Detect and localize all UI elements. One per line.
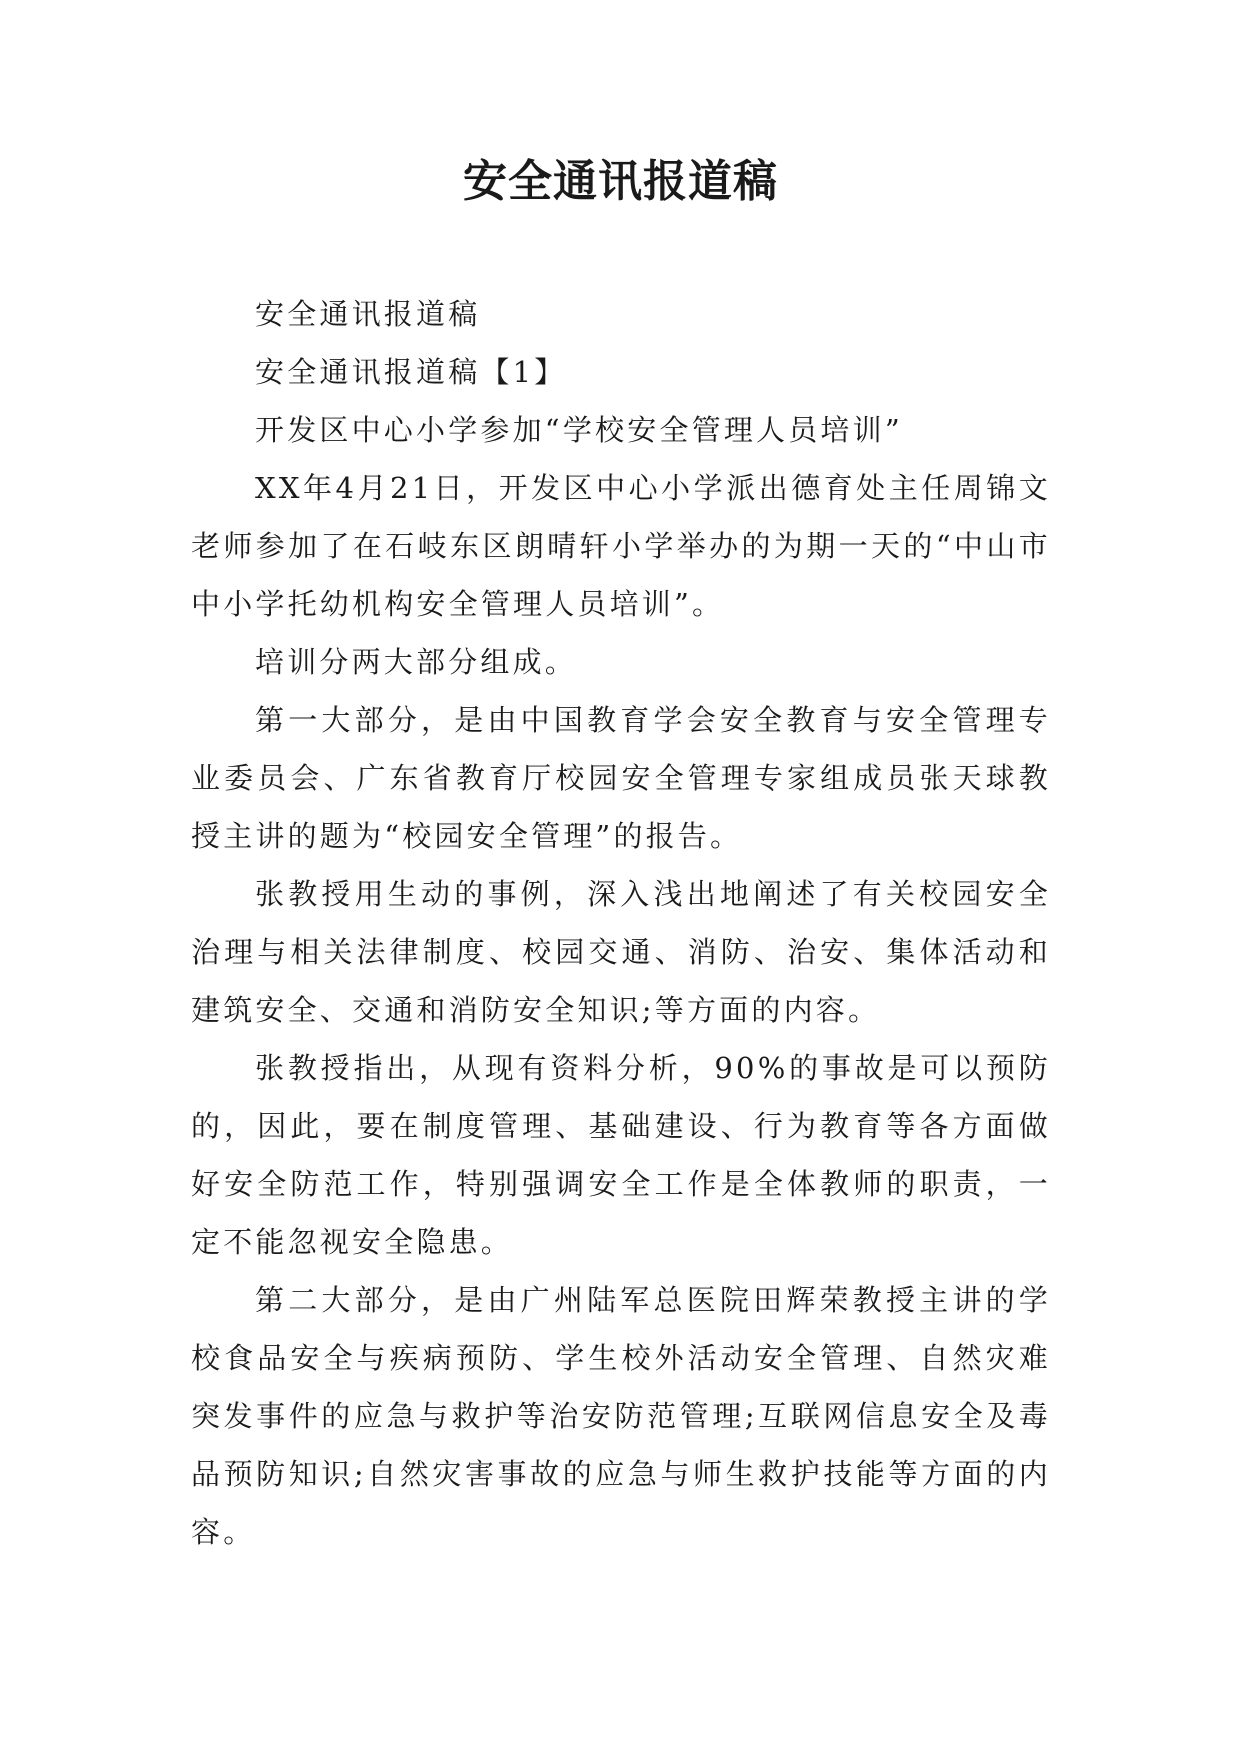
paragraph-event-title: 开发区中心小学参加“学校安全管理人员培训”: [255, 413, 903, 447]
paragraph-structure: 培训分两大部分组成。: [255, 645, 578, 679]
paragraph-heading: 安全通讯报道稿: [255, 297, 481, 331]
paragraph-part-one-content: 张教授用生动的事例，深入浅出地阐述了有关校园安全治理与相关法律制度、校园交通、消防、治安、集体活动和建筑安全、交通和消防安全知识;等方面的内容。: [191, 877, 1051, 1027]
paragraph-prevention: 张教授指出，从现有资料分析，90%的事故是可以预防的，因此，要在制度管理、基础建设、行为教育等各方面做好安全防范工作，特别强调安全工作是全体教师的职责，一定不能忽视安全隐患。: [191, 1051, 1051, 1259]
paragraph-part-two: 第二大部分，是由广州陆军总医院田辉荣教授主讲的学校食品安全与疾病预防、学生校外活动安全管理、自然灾难突发事件的应急与救护等治安防范管理;互联网信息安全及毒品预防知识;自然灾害事故的应急与师生救护技能等方面的内容。: [191, 1283, 1051, 1549]
paragraph-subheading: 安全通讯报道稿【1】: [255, 355, 567, 389]
document-body: [191, 285, 1051, 1561]
document-title: 安全通讯报道稿: [463, 156, 778, 207]
paragraph-intro: XX年4月21日，开发区中心小学派出德育处主任周锦文老师参加了在石岐东区朗晴轩小学举办的为期一天的“中山市中小学托幼机构安全管理人员培训”。: [191, 471, 1051, 621]
paragraph-part-one: 第一大部分，是由中国教育学会安全教育与安全管理专业委员会、广东省教育厅校园安全管理专家组成员张天球教授主讲的题为“校园安全管理”的报告。: [191, 703, 1051, 853]
